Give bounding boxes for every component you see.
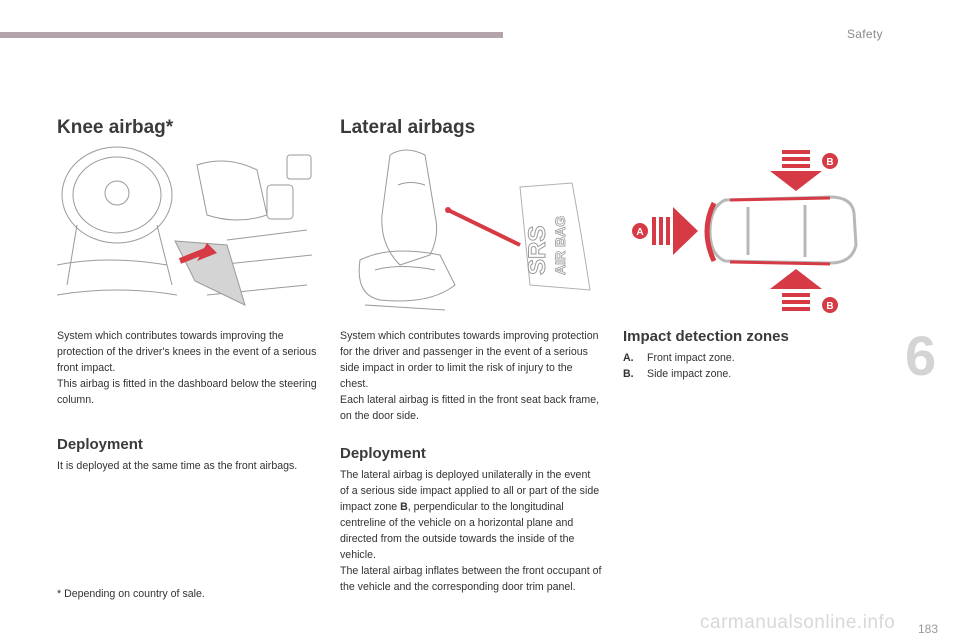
impact-zones-title: Impact detection zones [623, 328, 789, 345]
lateral-deployment-block [340, 467, 602, 595]
chapter-number: 6 [905, 324, 937, 387]
impact-zones-legend [623, 350, 735, 382]
lateral-deployment-title: Deployment [340, 445, 426, 462]
knee-deployment-title: Deployment [57, 436, 143, 453]
lateral-airbags-fitting: Each lateral airbag is fitted in the front seat back frame, on the door side. [340, 394, 600, 422]
header-bar [0, 32, 503, 38]
lateral-deployment-text-after: , perpendicular to the longitudinal centreline of the vehicle on a horizontal plane and directed from the outside towards the inside of the vehicle. [340, 501, 575, 561]
section-title: Safety [847, 27, 883, 41]
legend-key-a: A. [623, 352, 634, 364]
srs-tag-line2: AIR BAG [552, 215, 568, 275]
knee-airbag-title: Knee airbag* [57, 117, 174, 138]
legend-label-a: Front impact zone. [647, 352, 735, 364]
legend-row-a [623, 350, 735, 366]
knee-airbag-description: System which contributes towards improving the protection of the driver's knees in the event of a serious front impact. [57, 330, 317, 374]
lateral-airbags-description: System which contributes towards improving protection for the driver and passenger in the event of a serious side impact in order to limit the risk of injury to the chest. [340, 330, 599, 390]
lateral-airbags-title: Lateral airbags [340, 117, 476, 138]
knee-deployment-text: It is deployed at the same time as the front airbags. [57, 460, 298, 472]
legend-row-b [623, 366, 735, 382]
legend-label-b: Side impact zone. [647, 368, 732, 380]
lateral-deployment-text [340, 467, 602, 563]
knee-airbag-fitting: This airbag is fitted in the dashboard below the steering column. [57, 378, 317, 406]
lateral-deployment-text-before: The lateral airbag is deployed unilaterally in the event of a serious side impact applied to all or part of the side impact zone [340, 469, 600, 513]
knee-airbag-illustration [57, 145, 317, 320]
footnote: * Depending on country of sale. [57, 588, 205, 600]
srs-tag-line1: SRS [524, 225, 551, 275]
lateral-deployment-zone: B [400, 501, 408, 513]
watermark: carmanualsonline.info [700, 612, 896, 633]
knee-airbag-description-block [57, 328, 317, 408]
legend-key-b: B. [623, 368, 634, 380]
badge-a: A [636, 227, 644, 238]
lateral-inflation-text: The lateral airbag inflates between the front occupant of the vehicle and the corresponding door trim panel. [340, 565, 602, 593]
badge-b-top: B [826, 157, 834, 168]
lateral-airbags-description-block [340, 328, 600, 424]
impact-zones-diagram [630, 145, 875, 320]
page-number: 183 [918, 622, 939, 636]
lateral-airbag-illustration [340, 145, 600, 320]
badge-b-bottom: B [826, 301, 834, 312]
